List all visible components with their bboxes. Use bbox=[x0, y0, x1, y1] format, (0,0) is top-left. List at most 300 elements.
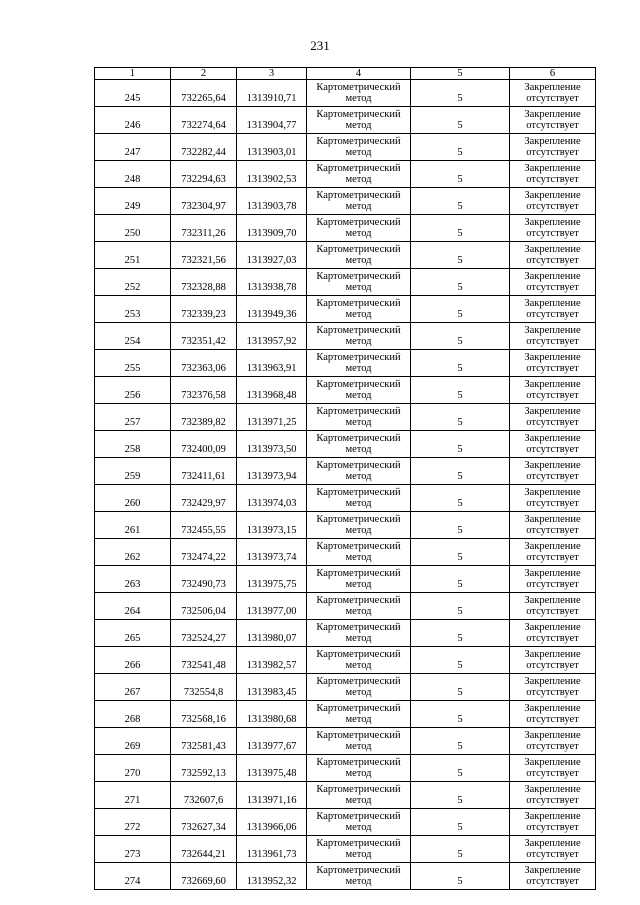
method-line-1: Картометрический bbox=[316, 514, 401, 525]
x-coordinate-cell: 732294,63 bbox=[171, 161, 237, 188]
point-number-cell: 274 bbox=[95, 863, 171, 890]
fixing-cell bbox=[510, 728, 596, 755]
method-line-1: Картометрический bbox=[316, 811, 401, 822]
x-coordinate-cell: 732554,8 bbox=[171, 674, 237, 701]
table-row bbox=[95, 728, 596, 755]
fixing-cell bbox=[510, 350, 596, 377]
fixing-line-1: Закрепление bbox=[524, 82, 581, 93]
method-line-1: Картометрический bbox=[316, 325, 401, 336]
fixing-cell bbox=[510, 755, 596, 782]
y-coordinate-cell: 1313975,75 bbox=[237, 566, 307, 593]
precision-cell: 5 bbox=[411, 296, 510, 323]
header-cell: 1 bbox=[95, 68, 171, 80]
precision-cell: 5 bbox=[411, 107, 510, 134]
point-number-cell: 254 bbox=[95, 323, 171, 350]
fixing-cell bbox=[510, 215, 596, 242]
method-line-2: метод bbox=[345, 633, 372, 644]
y-coordinate-cell: 1313927,03 bbox=[237, 242, 307, 269]
header-cell: 5 bbox=[411, 68, 510, 80]
method-line-2: метод bbox=[345, 444, 372, 455]
method-line-1: Картометрический bbox=[316, 433, 401, 444]
y-coordinate-cell: 1313974,03 bbox=[237, 485, 307, 512]
method-cell bbox=[307, 782, 411, 809]
table-row bbox=[95, 485, 596, 512]
y-coordinate-cell: 1313903,78 bbox=[237, 188, 307, 215]
fixing-cell bbox=[510, 323, 596, 350]
fixing-line-1: Закрепление bbox=[524, 649, 581, 660]
point-number-cell: 247 bbox=[95, 134, 171, 161]
precision-cell: 5 bbox=[411, 836, 510, 863]
table-row bbox=[95, 161, 596, 188]
x-coordinate-cell: 732541,48 bbox=[171, 647, 237, 674]
table-row bbox=[95, 512, 596, 539]
point-number-cell: 271 bbox=[95, 782, 171, 809]
fixing-cell bbox=[510, 620, 596, 647]
x-coordinate-cell: 732568,16 bbox=[171, 701, 237, 728]
fixing-cell bbox=[510, 161, 596, 188]
method-line-2: метод bbox=[345, 849, 372, 860]
y-coordinate-cell: 1313971,16 bbox=[237, 782, 307, 809]
fixing-cell bbox=[510, 134, 596, 161]
x-coordinate-cell: 732506,04 bbox=[171, 593, 237, 620]
precision-cell: 5 bbox=[411, 593, 510, 620]
y-coordinate-cell: 1313975,48 bbox=[237, 755, 307, 782]
x-coordinate-cell: 732607,6 bbox=[171, 782, 237, 809]
fixing-line-2: отсутствует bbox=[526, 714, 579, 725]
y-coordinate-cell: 1313977,00 bbox=[237, 593, 307, 620]
precision-cell: 5 bbox=[411, 566, 510, 593]
method-cell bbox=[307, 863, 411, 890]
y-coordinate-cell: 1313980,68 bbox=[237, 701, 307, 728]
x-coordinate-cell: 732490,73 bbox=[171, 566, 237, 593]
method-line-1: Картометрический bbox=[316, 298, 401, 309]
precision-cell: 5 bbox=[411, 215, 510, 242]
method-cell bbox=[307, 269, 411, 296]
y-coordinate-cell: 1313982,57 bbox=[237, 647, 307, 674]
table-row bbox=[95, 323, 596, 350]
fixing-line-2: отсутствует bbox=[526, 444, 579, 455]
fixing-line-1: Закрепление bbox=[524, 406, 581, 417]
method-cell bbox=[307, 296, 411, 323]
point-number-cell: 261 bbox=[95, 512, 171, 539]
precision-cell: 5 bbox=[411, 647, 510, 674]
table-row bbox=[95, 458, 596, 485]
fixing-line-2: отсутствует bbox=[526, 120, 579, 131]
method-cell bbox=[307, 134, 411, 161]
point-number-cell: 265 bbox=[95, 620, 171, 647]
method-line-2: метод bbox=[345, 309, 372, 320]
fixing-line-2: отсутствует bbox=[526, 552, 579, 563]
table-row bbox=[95, 107, 596, 134]
y-coordinate-cell: 1313910,71 bbox=[237, 80, 307, 107]
method-line-1: Картометрический bbox=[316, 352, 401, 363]
y-coordinate-cell: 1313957,92 bbox=[237, 323, 307, 350]
fixing-line-2: отсутствует bbox=[526, 336, 579, 347]
method-cell bbox=[307, 350, 411, 377]
fixing-line-1: Закрепление bbox=[524, 136, 581, 147]
method-line-1: Картометрический bbox=[316, 163, 401, 174]
method-line-2: метод bbox=[345, 606, 372, 617]
method-cell bbox=[307, 701, 411, 728]
x-coordinate-cell: 732321,56 bbox=[171, 242, 237, 269]
method-line-2: метод bbox=[345, 876, 372, 887]
method-line-1: Картометрический bbox=[316, 676, 401, 687]
point-number-cell: 253 bbox=[95, 296, 171, 323]
fixing-line-1: Закрепление bbox=[524, 541, 581, 552]
precision-cell: 5 bbox=[411, 620, 510, 647]
precision-cell: 5 bbox=[411, 485, 510, 512]
precision-cell: 5 bbox=[411, 782, 510, 809]
point-number-cell: 273 bbox=[95, 836, 171, 863]
method-line-1: Картометрический bbox=[316, 244, 401, 255]
method-line-2: метод bbox=[345, 228, 372, 239]
method-cell bbox=[307, 512, 411, 539]
table-row bbox=[95, 863, 596, 890]
x-coordinate-cell: 732627,34 bbox=[171, 809, 237, 836]
precision-cell: 5 bbox=[411, 701, 510, 728]
method-line-1: Картометрический bbox=[316, 271, 401, 282]
point-number-cell: 246 bbox=[95, 107, 171, 134]
table-row bbox=[95, 620, 596, 647]
method-cell bbox=[307, 323, 411, 350]
method-cell bbox=[307, 404, 411, 431]
method-cell bbox=[307, 755, 411, 782]
y-coordinate-cell: 1313903,01 bbox=[237, 134, 307, 161]
method-line-2: метод bbox=[345, 714, 372, 725]
method-line-1: Картометрический bbox=[316, 136, 401, 147]
x-coordinate-cell: 732311,26 bbox=[171, 215, 237, 242]
y-coordinate-cell: 1313909,70 bbox=[237, 215, 307, 242]
table-row bbox=[95, 188, 596, 215]
method-line-2: метод bbox=[345, 822, 372, 833]
fixing-line-1: Закрепление bbox=[524, 703, 581, 714]
method-cell bbox=[307, 215, 411, 242]
x-coordinate-cell: 732265,64 bbox=[171, 80, 237, 107]
method-line-2: метод bbox=[345, 795, 372, 806]
table-body bbox=[95, 68, 596, 890]
table-row bbox=[95, 701, 596, 728]
x-coordinate-cell: 732581,43 bbox=[171, 728, 237, 755]
fixing-line-1: Закрепление bbox=[524, 433, 581, 444]
method-cell bbox=[307, 431, 411, 458]
fixing-cell bbox=[510, 674, 596, 701]
fixing-cell bbox=[510, 701, 596, 728]
fixing-line-2: отсутствует bbox=[526, 471, 579, 482]
table-row bbox=[95, 215, 596, 242]
y-coordinate-cell: 1313968,48 bbox=[237, 377, 307, 404]
fixing-line-2: отсутствует bbox=[526, 741, 579, 752]
x-coordinate-cell: 732455,55 bbox=[171, 512, 237, 539]
coordinates-table bbox=[94, 67, 596, 890]
table-row bbox=[95, 782, 596, 809]
method-line-2: метод bbox=[345, 120, 372, 131]
method-line-1: Картометрический bbox=[316, 379, 401, 390]
page-number: 231 bbox=[310, 38, 330, 53]
fixing-line-1: Закрепление bbox=[524, 271, 581, 282]
x-coordinate-cell: 732524,27 bbox=[171, 620, 237, 647]
precision-cell: 5 bbox=[411, 161, 510, 188]
fixing-line-2: отсутствует bbox=[526, 849, 579, 860]
fixing-line-1: Закрепление bbox=[524, 190, 581, 201]
y-coordinate-cell: 1313963,91 bbox=[237, 350, 307, 377]
point-number-cell: 258 bbox=[95, 431, 171, 458]
fixing-cell bbox=[510, 377, 596, 404]
method-line-2: метод bbox=[345, 282, 372, 293]
fixing-line-2: отсутствует bbox=[526, 498, 579, 509]
point-number-cell: 270 bbox=[95, 755, 171, 782]
method-cell bbox=[307, 836, 411, 863]
table-row bbox=[95, 296, 596, 323]
table-row bbox=[95, 836, 596, 863]
table-row bbox=[95, 377, 596, 404]
x-coordinate-cell: 732363,06 bbox=[171, 350, 237, 377]
x-coordinate-cell: 732376,58 bbox=[171, 377, 237, 404]
method-line-2: метод bbox=[345, 390, 372, 401]
method-line-1: Картометрический bbox=[316, 460, 401, 471]
x-coordinate-cell: 732351,42 bbox=[171, 323, 237, 350]
table-row bbox=[95, 269, 596, 296]
method-line-1: Картометрический bbox=[316, 622, 401, 633]
method-line-1: Картометрический bbox=[316, 757, 401, 768]
method-line-1: Картометрический bbox=[316, 838, 401, 849]
fixing-line-1: Закрепление bbox=[524, 352, 581, 363]
precision-cell: 5 bbox=[411, 188, 510, 215]
fixing-cell bbox=[510, 80, 596, 107]
point-number-cell: 272 bbox=[95, 809, 171, 836]
fixing-line-1: Закрепление bbox=[524, 460, 581, 471]
fixing-line-2: отсутствует bbox=[526, 363, 579, 374]
fixing-line-1: Закрепление bbox=[524, 595, 581, 606]
fixing-line-2: отсутствует bbox=[526, 606, 579, 617]
method-line-2: метод bbox=[345, 768, 372, 779]
method-cell bbox=[307, 188, 411, 215]
precision-cell: 5 bbox=[411, 404, 510, 431]
method-cell bbox=[307, 539, 411, 566]
point-number-cell: 255 bbox=[95, 350, 171, 377]
fixing-line-2: отсутствует bbox=[526, 201, 579, 212]
y-coordinate-cell: 1313973,74 bbox=[237, 539, 307, 566]
method-cell bbox=[307, 728, 411, 755]
y-coordinate-cell: 1313973,15 bbox=[237, 512, 307, 539]
header-cell: 2 bbox=[171, 68, 237, 80]
precision-cell: 5 bbox=[411, 431, 510, 458]
method-line-1: Картометрический bbox=[316, 406, 401, 417]
x-coordinate-cell: 732389,82 bbox=[171, 404, 237, 431]
fixing-cell bbox=[510, 512, 596, 539]
header-cell: 6 bbox=[510, 68, 596, 80]
precision-cell: 5 bbox=[411, 377, 510, 404]
method-line-2: метод bbox=[345, 255, 372, 266]
method-line-1: Картометрический bbox=[316, 190, 401, 201]
y-coordinate-cell: 1313977,67 bbox=[237, 728, 307, 755]
method-cell bbox=[307, 647, 411, 674]
table-row bbox=[95, 134, 596, 161]
fixing-line-2: отсутствует bbox=[526, 795, 579, 806]
table-row bbox=[95, 350, 596, 377]
fixing-cell bbox=[510, 566, 596, 593]
point-number-cell: 260 bbox=[95, 485, 171, 512]
fixing-line-1: Закрепление bbox=[524, 514, 581, 525]
x-coordinate-cell: 732429,97 bbox=[171, 485, 237, 512]
y-coordinate-cell: 1313961,73 bbox=[237, 836, 307, 863]
point-number-cell: 268 bbox=[95, 701, 171, 728]
precision-cell: 5 bbox=[411, 863, 510, 890]
y-coordinate-cell: 1313973,50 bbox=[237, 431, 307, 458]
method-cell bbox=[307, 593, 411, 620]
fixing-line-2: отсутствует bbox=[526, 579, 579, 590]
fixing-line-1: Закрепление bbox=[524, 325, 581, 336]
method-line-1: Картометрический bbox=[316, 595, 401, 606]
fixing-cell bbox=[510, 647, 596, 674]
precision-cell: 5 bbox=[411, 809, 510, 836]
fixing-line-1: Закрепление bbox=[524, 568, 581, 579]
table-row bbox=[95, 593, 596, 620]
method-line-2: метод bbox=[345, 471, 372, 482]
y-coordinate-cell: 1313973,94 bbox=[237, 458, 307, 485]
fixing-cell bbox=[510, 269, 596, 296]
x-coordinate-cell: 732644,21 bbox=[171, 836, 237, 863]
precision-cell: 5 bbox=[411, 134, 510, 161]
fixing-line-1: Закрепление bbox=[524, 676, 581, 687]
y-coordinate-cell: 1313966,06 bbox=[237, 809, 307, 836]
method-line-2: метод bbox=[345, 741, 372, 752]
point-number-cell: 263 bbox=[95, 566, 171, 593]
method-line-1: Картометрический bbox=[316, 541, 401, 552]
table-row bbox=[95, 755, 596, 782]
fixing-line-2: отсутствует bbox=[526, 876, 579, 887]
table-row bbox=[95, 539, 596, 566]
fixing-line-2: отсутствует bbox=[526, 282, 579, 293]
point-number-cell: 251 bbox=[95, 242, 171, 269]
header-row bbox=[95, 68, 596, 80]
point-number-cell: 269 bbox=[95, 728, 171, 755]
method-line-2: метод bbox=[345, 417, 372, 428]
precision-cell: 5 bbox=[411, 80, 510, 107]
point-number-cell: 267 bbox=[95, 674, 171, 701]
fixing-line-2: отсутствует bbox=[526, 660, 579, 671]
point-number-cell: 257 bbox=[95, 404, 171, 431]
method-line-1: Картометрический bbox=[316, 568, 401, 579]
fixing-line-1: Закрепление bbox=[524, 217, 581, 228]
point-number-cell: 259 bbox=[95, 458, 171, 485]
y-coordinate-cell: 1313971,25 bbox=[237, 404, 307, 431]
method-cell bbox=[307, 674, 411, 701]
precision-cell: 5 bbox=[411, 674, 510, 701]
fixing-line-2: отсутствует bbox=[526, 687, 579, 698]
method-line-1: Картометрический bbox=[316, 730, 401, 741]
point-number-cell: 248 bbox=[95, 161, 171, 188]
fixing-cell bbox=[510, 863, 596, 890]
x-coordinate-cell: 732274,64 bbox=[171, 107, 237, 134]
method-cell bbox=[307, 566, 411, 593]
method-line-1: Картометрический bbox=[316, 784, 401, 795]
fixing-cell bbox=[510, 809, 596, 836]
fixing-line-1: Закрепление bbox=[524, 784, 581, 795]
precision-cell: 5 bbox=[411, 350, 510, 377]
fixing-line-1: Закрепление bbox=[524, 109, 581, 120]
method-cell bbox=[307, 809, 411, 836]
fixing-cell bbox=[510, 242, 596, 269]
x-coordinate-cell: 732411,61 bbox=[171, 458, 237, 485]
x-coordinate-cell: 732304,97 bbox=[171, 188, 237, 215]
fixing-cell bbox=[510, 539, 596, 566]
fixing-line-2: отсутствует bbox=[526, 93, 579, 104]
method-line-1: Картометрический bbox=[316, 865, 401, 876]
fixing-cell bbox=[510, 107, 596, 134]
fixing-cell bbox=[510, 404, 596, 431]
precision-cell: 5 bbox=[411, 728, 510, 755]
fixing-line-2: отсутствует bbox=[526, 174, 579, 185]
x-coordinate-cell: 732282,44 bbox=[171, 134, 237, 161]
y-coordinate-cell: 1313980,07 bbox=[237, 620, 307, 647]
fixing-line-1: Закрепление bbox=[524, 487, 581, 498]
fixing-line-1: Закрепление bbox=[524, 298, 581, 309]
header-cell: 4 bbox=[307, 68, 411, 80]
precision-cell: 5 bbox=[411, 458, 510, 485]
fixing-line-1: Закрепление bbox=[524, 811, 581, 822]
fixing-line-1: Закрепление bbox=[524, 163, 581, 174]
fixing-line-1: Закрепление bbox=[524, 757, 581, 768]
method-cell bbox=[307, 80, 411, 107]
method-line-2: метод bbox=[345, 579, 372, 590]
fixing-line-1: Закрепление bbox=[524, 244, 581, 255]
method-line-1: Картометрический bbox=[316, 109, 401, 120]
method-line-2: метод bbox=[345, 363, 372, 374]
method-line-1: Картометрический bbox=[316, 703, 401, 714]
y-coordinate-cell: 1313983,45 bbox=[237, 674, 307, 701]
method-line-1: Картометрический bbox=[316, 217, 401, 228]
fixing-line-1: Закрепление bbox=[524, 379, 581, 390]
table-row bbox=[95, 647, 596, 674]
method-line-2: метод bbox=[345, 498, 372, 509]
method-cell bbox=[307, 485, 411, 512]
method-line-2: метод bbox=[345, 201, 372, 212]
fixing-line-2: отсутствует bbox=[526, 417, 579, 428]
fixing-cell bbox=[510, 458, 596, 485]
fixing-cell bbox=[510, 188, 596, 215]
table-row bbox=[95, 404, 596, 431]
x-coordinate-cell: 732592,13 bbox=[171, 755, 237, 782]
method-line-2: метод bbox=[345, 525, 372, 536]
precision-cell: 5 bbox=[411, 242, 510, 269]
method-line-1: Картометрический bbox=[316, 649, 401, 660]
point-number-cell: 245 bbox=[95, 80, 171, 107]
fixing-line-2: отсутствует bbox=[526, 633, 579, 644]
point-number-cell: 266 bbox=[95, 647, 171, 674]
method-line-2: метод bbox=[345, 660, 372, 671]
method-cell bbox=[307, 620, 411, 647]
point-number-cell: 250 bbox=[95, 215, 171, 242]
fixing-line-1: Закрепление bbox=[524, 622, 581, 633]
x-coordinate-cell: 732669,60 bbox=[171, 863, 237, 890]
y-coordinate-cell: 1313904,77 bbox=[237, 107, 307, 134]
point-number-cell: 264 bbox=[95, 593, 171, 620]
method-line-2: метод bbox=[345, 687, 372, 698]
fixing-line-2: отсутствует bbox=[526, 390, 579, 401]
fixing-cell bbox=[510, 296, 596, 323]
header-cell: 3 bbox=[237, 68, 307, 80]
x-coordinate-cell: 732400,09 bbox=[171, 431, 237, 458]
precision-cell: 5 bbox=[411, 755, 510, 782]
fixing-cell bbox=[510, 782, 596, 809]
fixing-line-2: отсутствует bbox=[526, 228, 579, 239]
fixing-line-2: отсутствует bbox=[526, 768, 579, 779]
method-line-1: Картометрический bbox=[316, 82, 401, 93]
y-coordinate-cell: 1313902,53 bbox=[237, 161, 307, 188]
x-coordinate-cell: 732339,23 bbox=[171, 296, 237, 323]
table-row bbox=[95, 566, 596, 593]
method-cell bbox=[307, 107, 411, 134]
